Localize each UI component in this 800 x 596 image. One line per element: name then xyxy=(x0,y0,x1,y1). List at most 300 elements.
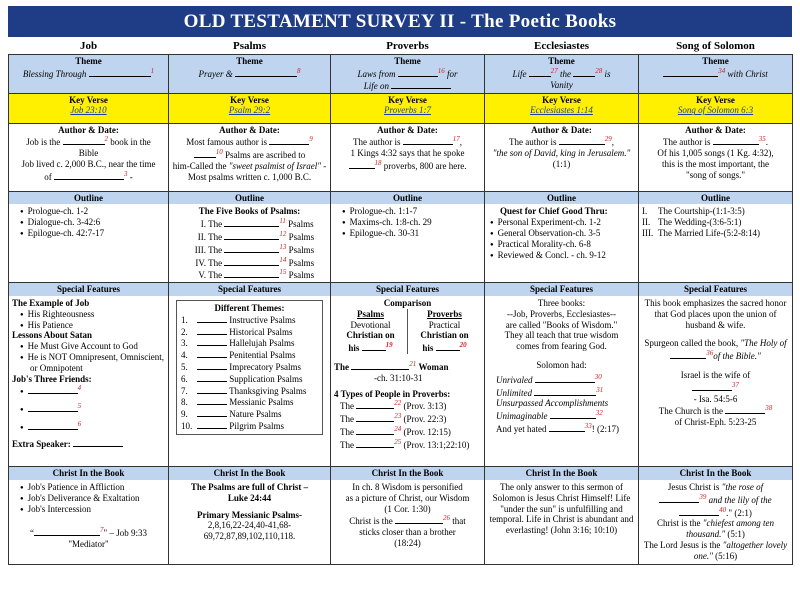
christ-text: as a picture of Christ, our Wisdom xyxy=(345,492,470,503)
blank-number: 4 xyxy=(77,384,82,393)
author-label: Author & Date: xyxy=(685,124,746,135)
outline-heading: Quest for Chief Good Thru: xyxy=(500,206,608,217)
theme-cell-proverbs xyxy=(331,55,485,93)
fill-blank[interactable] xyxy=(34,527,100,536)
comparison-text: his xyxy=(348,343,360,354)
comparison-text: Christian on xyxy=(420,330,469,341)
list-item xyxy=(642,228,789,239)
christ-quote: "altogether lovely one." xyxy=(693,539,788,561)
blank-number: 23 xyxy=(394,412,402,421)
theme-item: 3. Hallelujah Psalms xyxy=(181,338,295,349)
blank-number: 6 xyxy=(77,419,82,428)
special-label: Special Features xyxy=(639,283,792,296)
fill-blank[interactable] xyxy=(534,387,596,396)
fill-blank[interactable] xyxy=(356,439,394,448)
blank-number: 25 xyxy=(394,437,402,446)
fill-blank[interactable] xyxy=(89,68,151,77)
author-cell-ecclesiastes: Author & Date: The author is $^{29}$, "the son of David, king in Jerusalem." (1:1) xyxy=(485,123,639,191)
fill-blank[interactable] xyxy=(28,385,78,394)
item-text: Psalms xyxy=(288,257,315,268)
outline-cell-ecclesiastes xyxy=(485,191,639,283)
author-text: book in the xyxy=(110,137,151,148)
fill-blank[interactable] xyxy=(659,494,699,503)
christ-cell-ecclesiastes xyxy=(485,467,639,565)
solomon-had: Solomon had: xyxy=(536,359,587,370)
solomon-ref: ! (2:17) xyxy=(591,423,619,434)
themes-box xyxy=(176,300,323,435)
fill-blank[interactable] xyxy=(351,361,409,370)
theme-item: 10. Pilgrim Psalms xyxy=(181,420,285,431)
christ-quote: "chiefest among ten thousand." xyxy=(686,518,775,540)
fill-blank[interactable] xyxy=(28,403,78,412)
list-item: ● His Righteousness xyxy=(20,309,165,320)
fill-blank[interactable] xyxy=(197,326,227,335)
wisdom-text: comes from fearing God. xyxy=(516,341,607,352)
fill-blank[interactable] xyxy=(395,515,443,524)
blank-number: 21 xyxy=(409,359,417,368)
list-item: ● His Patience xyxy=(20,320,165,331)
column-header-psalms: Psalms xyxy=(233,40,266,52)
fill-blank[interactable] xyxy=(224,231,279,240)
fill-blank[interactable] xyxy=(403,136,453,145)
spurgeon-quote xyxy=(642,338,789,362)
column-header-job: Job xyxy=(79,40,98,52)
blank-number: 28 xyxy=(595,66,603,75)
fill-blank[interactable] xyxy=(197,314,227,323)
blank-number: 35 xyxy=(758,135,766,144)
woman-text: The xyxy=(334,361,350,372)
author-text: "song of songs." xyxy=(685,169,746,180)
blank-number: 5 xyxy=(77,402,82,411)
theme-item-text: Nature Psalms xyxy=(229,409,282,420)
christ-label: Christ In the Book xyxy=(639,467,792,480)
solomon-item xyxy=(496,422,635,435)
types-heading: 4 Types of People in Proverbs: xyxy=(334,388,451,399)
christ-text: Luke 24:44 xyxy=(227,492,272,503)
solomon-item xyxy=(496,373,635,386)
christ-quote: and the lily of the xyxy=(708,494,772,505)
list-item: ● Job's Deliverance & Exaltation xyxy=(20,493,165,504)
type-text: The xyxy=(340,414,354,425)
types-list xyxy=(334,399,481,450)
list-item: ● Job's Patience in Affliction xyxy=(20,482,165,493)
list-item: ● Reviewed & Concl. - ch. 9-12 xyxy=(490,250,635,261)
outline-cell-proverbs xyxy=(331,191,485,283)
blank-number: 9 xyxy=(309,135,313,144)
author-label: Author & Date: xyxy=(377,124,438,135)
christ-text: The only answer to this sermon of Solomon is Jesus Christ Himself! Life "under the sun" is unfulfilling and temporal. Life in Christ is abundant and everlasting! (John 3:16; 10:10) xyxy=(489,481,634,536)
theme-item: 2. Historical Psalms xyxy=(181,326,293,337)
christ-label: Christ In the Book xyxy=(485,467,638,480)
theme-cell-psalms xyxy=(169,55,331,93)
fill-blank[interactable] xyxy=(573,68,595,77)
fill-blank[interactable] xyxy=(197,396,227,405)
author-text: him-Called the xyxy=(172,160,227,171)
author-text: this is the most important, the xyxy=(662,158,769,169)
christ-text: Jesus Christ is xyxy=(667,481,722,492)
israel-wife xyxy=(642,370,789,404)
author-text: (1:1) xyxy=(552,158,571,169)
song-ref: of Christ-Eph. 5:23-25 xyxy=(674,417,757,428)
church-bride xyxy=(642,404,789,428)
roman-numeral: IV. xyxy=(195,257,206,268)
comparison-text: Practical xyxy=(428,319,461,330)
fill-blank[interactable] xyxy=(391,80,451,89)
wisdom-books-text xyxy=(488,298,635,352)
theme-text: Laws from xyxy=(357,68,396,79)
blank-number: 7 xyxy=(100,526,104,535)
comparison-proverbs xyxy=(408,309,481,354)
list-item: ● Job's Intercession xyxy=(20,504,165,515)
theme-item-text: Penitential Psalms xyxy=(229,350,296,361)
christ-text: Christ is the xyxy=(656,518,703,529)
bullet-list xyxy=(12,309,165,331)
item-text: Psalms xyxy=(288,244,315,255)
bullet-list xyxy=(12,341,165,373)
blank-number: 33 xyxy=(584,421,592,430)
fill-blank[interactable] xyxy=(362,342,386,351)
author-text: Job lived c. 2,000 B.C., near the time xyxy=(21,158,156,169)
fill-blank[interactable] xyxy=(197,373,227,382)
key-verse-job xyxy=(9,93,169,123)
author-text: The author is xyxy=(509,137,557,148)
special-label: Special Features xyxy=(485,283,638,296)
solomon-list xyxy=(488,373,635,435)
blank-number: 19 xyxy=(385,341,393,350)
list-item: ● Dialogue-ch. 3-42:6 xyxy=(20,217,165,228)
type-item xyxy=(340,412,481,425)
blank-number: 13 xyxy=(279,242,287,251)
sub-heading: Lessons About Satan xyxy=(12,330,93,341)
fill-blank[interactable] xyxy=(197,361,227,370)
theme-item: 5. Imprecatory Psalms xyxy=(181,361,301,372)
list-item xyxy=(20,402,165,415)
theme-item-text: Historical Psalms xyxy=(229,326,293,337)
theme-text: is xyxy=(604,68,611,79)
column-header-song: Song of Solomon xyxy=(676,40,755,52)
song-text: Spurgeon called the book, xyxy=(644,338,741,349)
key-verse-label: Key Verse xyxy=(230,94,269,105)
fill-blank[interactable] xyxy=(73,438,123,447)
blank-number: 24 xyxy=(394,424,402,433)
list-item: ● He Must Give Account to God xyxy=(20,341,165,352)
type-item xyxy=(340,438,481,451)
special-label: Special Features xyxy=(169,283,330,296)
theme-item: 8. Messianic Psalms xyxy=(181,397,294,408)
type-ref: (Prov. 22:3) xyxy=(403,414,447,425)
sub-heading: Job's Three Friends: xyxy=(12,373,92,384)
list-item xyxy=(642,206,789,217)
outline-label: Outline xyxy=(639,192,792,205)
type-item xyxy=(340,399,481,412)
solomon-item-text: Unimaginable xyxy=(496,411,548,422)
list-item xyxy=(186,230,327,243)
list-item: ● Personal Experiment-ch. 1-2 xyxy=(490,217,635,228)
blank-number: 10 xyxy=(215,148,223,157)
key-verse-label: Key Verse xyxy=(542,94,581,105)
theme-text: Blessing Through xyxy=(22,68,87,79)
author-text: The author is xyxy=(663,137,711,148)
outline-label: Outline xyxy=(9,192,168,205)
blank-number: 17 xyxy=(452,135,460,144)
key-verse-ref[interactable]: Ecclesiastes 1:14 xyxy=(530,105,593,116)
author-text: Job is the xyxy=(26,137,61,148)
roman-numeral: III. xyxy=(194,244,206,255)
christ-text: 2,8,16,22-24,40-41,68- xyxy=(207,520,292,531)
outline-list xyxy=(12,206,165,238)
fill-blank[interactable] xyxy=(725,405,765,414)
outline-cell-job xyxy=(9,191,169,283)
woman-text: Woman xyxy=(418,361,449,372)
author-text: - Most psalms written c. 1,000 B.C. xyxy=(187,160,327,182)
column-header-ecclesiastes: Ecclesiastes xyxy=(534,40,589,52)
special-cell-psalms xyxy=(169,283,331,467)
author-label: Author & Date: xyxy=(219,124,280,135)
item-text: The xyxy=(208,219,223,230)
christ-cell-job xyxy=(9,467,169,565)
key-verse-label: Key Verse xyxy=(69,94,108,105)
fill-blank[interactable] xyxy=(356,400,394,409)
solomon-item xyxy=(496,386,635,399)
outline-cell-song xyxy=(639,191,793,283)
author-text: Psalms are ascribed to xyxy=(225,150,306,161)
song-quote: "The Holy of xyxy=(740,338,787,349)
item-text: The xyxy=(208,244,223,255)
fill-blank[interactable] xyxy=(356,426,394,435)
roman-numeral: II. xyxy=(642,217,651,228)
roman-numeral: II. xyxy=(197,231,206,242)
theme-item-text: Instructive Psalms xyxy=(229,314,296,325)
key-verse-ref[interactable]: Proverbs 1:7 xyxy=(384,105,431,116)
author-label: Author & Date: xyxy=(531,124,592,135)
fill-blank[interactable] xyxy=(713,136,759,145)
special-label: Special Features xyxy=(331,283,484,296)
special-cell-song xyxy=(639,283,793,467)
wisdom-text: --Job, Proverbs, Ecclesiastes-- xyxy=(507,308,616,319)
blank-number: 14 xyxy=(279,255,287,264)
outline-label: Outline xyxy=(169,192,330,205)
special-cell-job xyxy=(9,283,169,467)
theme-label: Theme xyxy=(548,56,575,67)
column-header-proverbs: Proverbs xyxy=(386,40,429,52)
fill-blank[interactable] xyxy=(197,420,227,429)
christ-text: (1 Cor. 1:30) xyxy=(384,503,431,514)
type-ref: (Prov. 13:1;22:10) xyxy=(403,439,470,450)
virtuous-woman xyxy=(334,360,481,384)
type-text: The xyxy=(340,439,354,450)
special-label: Special Features xyxy=(9,283,168,296)
theme-item-text: Messianic Psalms xyxy=(229,397,294,408)
comparison-grid xyxy=(334,309,481,354)
christ-cell-proverbs xyxy=(331,467,485,565)
fill-blank[interactable] xyxy=(679,507,719,516)
fill-blank[interactable] xyxy=(356,413,394,422)
list-item: ● Epilogue-ch. 30-31 xyxy=(342,228,481,239)
christ-text: Christ is the xyxy=(349,516,393,527)
item-text: The Married Life-(5:2-8:14) xyxy=(658,227,760,238)
item-text: The Courtship-(1:1-3:5) xyxy=(658,206,745,217)
list-item: ● Prologue-ch. 1:1-7 xyxy=(342,206,481,217)
type-ref: (Prov. 3:13) xyxy=(403,401,447,412)
roman-numeral: I. xyxy=(200,219,206,230)
blank-number: 26 xyxy=(443,514,450,523)
list-item xyxy=(20,420,165,433)
theme-text: Life on xyxy=(363,80,389,91)
survey-table xyxy=(8,37,793,565)
theme-text: with Christ xyxy=(727,68,768,79)
blank-number: 31 xyxy=(596,385,604,394)
fill-blank[interactable] xyxy=(54,171,124,180)
song-text: Israel is the wife of xyxy=(680,369,751,380)
fill-blank[interactable] xyxy=(670,350,706,359)
blank-number: 20 xyxy=(459,341,467,350)
list-item: ● Epilogue-ch. 42:7-17 xyxy=(20,228,165,239)
fill-blank[interactable] xyxy=(224,244,279,253)
theme-cell-song xyxy=(639,55,793,93)
fill-blank[interactable] xyxy=(224,218,279,227)
extra-speaker xyxy=(12,438,165,450)
author-cell-job xyxy=(9,123,169,191)
extra-speaker-label: Extra Speaker: xyxy=(12,438,71,449)
comparison-text: Devotional xyxy=(350,319,391,330)
fill-blank[interactable] xyxy=(197,385,227,394)
fill-blank[interactable] xyxy=(235,68,297,77)
fill-blank[interactable] xyxy=(398,68,438,77)
type-text: The xyxy=(340,426,354,437)
item-text: The Wedding-(3:6-5:1) xyxy=(658,217,742,228)
solomon-item xyxy=(496,409,635,422)
theme-text: for xyxy=(446,68,458,79)
christ-text: ." (2:1) xyxy=(726,507,752,518)
key-verse-row xyxy=(9,93,793,123)
wisdom-text: They all teach that true wisdom xyxy=(504,330,619,341)
theme-label: Theme xyxy=(702,56,729,67)
theme-item: 7. Thanksgiving Psalms xyxy=(181,385,307,396)
fill-blank[interactable] xyxy=(224,257,279,266)
comparison-col-head: Proverbs xyxy=(427,308,462,319)
theme-label: Theme xyxy=(394,56,421,67)
christ-label: Christ In the Book xyxy=(169,467,330,480)
solomon-item-text: Unsurpassed Accomplishments xyxy=(496,398,609,409)
christ-quote: "the rose of xyxy=(721,481,764,492)
outline-row xyxy=(9,191,793,283)
list-item: ● Practical Morality-ch. 6-8 xyxy=(490,239,635,250)
fill-blank[interactable] xyxy=(535,374,595,383)
author-text: Bible xyxy=(78,148,99,159)
christ-text: (5:1) xyxy=(725,529,745,540)
blank-number: 36 xyxy=(706,349,714,358)
blank-number: 18 xyxy=(374,158,382,167)
altogether-lovely xyxy=(642,540,789,562)
author-label: Author & Date: xyxy=(58,124,119,135)
author-text: 1 Kings 4:32 says that he spoke xyxy=(350,148,465,159)
fill-blank[interactable] xyxy=(28,421,78,430)
list-item xyxy=(20,384,165,397)
christ-cell-song xyxy=(639,467,793,565)
key-verse-ecclesiastes xyxy=(485,93,639,123)
blank-number: 40 xyxy=(719,505,727,514)
author-text: - xyxy=(129,171,133,182)
blank-number: 2 xyxy=(104,135,108,144)
key-verse-label: Key Verse xyxy=(388,94,427,105)
key-verse-ref[interactable]: Song of Solomon 6:3 xyxy=(677,105,754,116)
blank-number: 29 xyxy=(604,135,612,144)
psalm-book-list xyxy=(172,217,327,281)
fill-blank[interactable] xyxy=(349,160,375,169)
author-cell-proverbs: Author & Date: The author is $^{17}$, 1 Kings 4:32 says that he spoke $^{18}$ proverbs, 800 are here. xyxy=(331,123,485,191)
christ-friend xyxy=(334,514,481,527)
blank-number: 8 xyxy=(297,66,301,75)
key-verse-ref[interactable]: Job 23:10 xyxy=(70,105,107,116)
item-text: Psalms xyxy=(288,231,315,242)
key-verse-song xyxy=(639,93,793,123)
outline-cell-psalms xyxy=(169,191,331,283)
fill-blank[interactable] xyxy=(529,68,551,77)
author-date-row xyxy=(9,123,793,191)
fill-blank[interactable] xyxy=(269,136,309,145)
fill-blank[interactable] xyxy=(549,423,585,432)
fill-blank[interactable] xyxy=(663,68,718,77)
outline-heading: The Five Books of Psalms: xyxy=(198,206,301,217)
blank-number: 38 xyxy=(765,404,773,413)
type-ref: (Prov. 12:15) xyxy=(403,426,451,437)
list-item: ● General Observation-ch. 3-5 xyxy=(490,228,635,239)
list-item: ● Maxims-ch. 1:8-ch. 29 xyxy=(342,217,481,228)
key-verse-ref[interactable]: Psalm 29:2 xyxy=(228,105,271,116)
fill-blank[interactable] xyxy=(692,382,732,391)
wisdom-text: are called "Books of Wisdom." xyxy=(505,319,618,330)
theme-item-text: Thanksgiving Psalms xyxy=(229,385,307,396)
author-text: Of his 1,005 songs (1 Kg. 4:32), xyxy=(657,148,774,159)
christ-text: (18:24) xyxy=(394,537,421,548)
theme-cell-ecclesiastes xyxy=(485,55,639,93)
fill-blank[interactable] xyxy=(197,337,227,346)
fill-blank[interactable] xyxy=(194,149,216,158)
fill-blank[interactable] xyxy=(197,408,227,417)
blank-number: 12 xyxy=(279,229,287,238)
fill-blank[interactable] xyxy=(550,410,596,419)
theme-item-text: Pilgrim Psalms xyxy=(229,420,285,431)
fill-blank[interactable] xyxy=(197,349,227,358)
fill-blank[interactable] xyxy=(224,269,279,278)
theme-cell-job xyxy=(9,55,169,93)
list-item xyxy=(186,268,327,281)
roman-numeral: III. xyxy=(642,227,654,238)
outline-label: Outline xyxy=(485,192,638,205)
christ-label: Christ In the Book xyxy=(9,467,168,480)
christ-text: sticks closer than a brother xyxy=(359,527,456,538)
christ-label: Christ In the Book xyxy=(331,467,484,480)
theme-row xyxy=(9,55,793,93)
song-emphasis: This book emphasizes the sacred honor that God places upon the union of husband & wife. xyxy=(644,297,787,330)
author-cell-psalms xyxy=(169,123,331,191)
fill-blank[interactable] xyxy=(436,342,460,351)
blank-number: 37 xyxy=(732,380,739,389)
comparison-heading: Comparison xyxy=(383,297,432,308)
author-quote: "sweet psalmist of Israel" xyxy=(228,160,322,171)
wisdom-text: Three books: xyxy=(537,297,586,308)
fill-blank[interactable] xyxy=(63,136,105,145)
page-title: OLD TESTAMENT SURVEY II - The Poetic Books xyxy=(8,6,792,37)
theme-item: 1. Instructive Psalms xyxy=(181,314,296,325)
christ-text: Primary Messianic Psalms- xyxy=(197,509,302,520)
blank-number: 27 xyxy=(550,66,558,75)
christ-in-book-row xyxy=(9,467,793,565)
mediator-quote: “ $^7$" – Job 9:33 "Mediator" xyxy=(30,526,147,550)
theme-item: 9. Nature Psalms xyxy=(181,409,282,420)
christ-text: The Lord Jesus is the xyxy=(643,539,723,550)
fill-blank[interactable] xyxy=(559,136,605,145)
